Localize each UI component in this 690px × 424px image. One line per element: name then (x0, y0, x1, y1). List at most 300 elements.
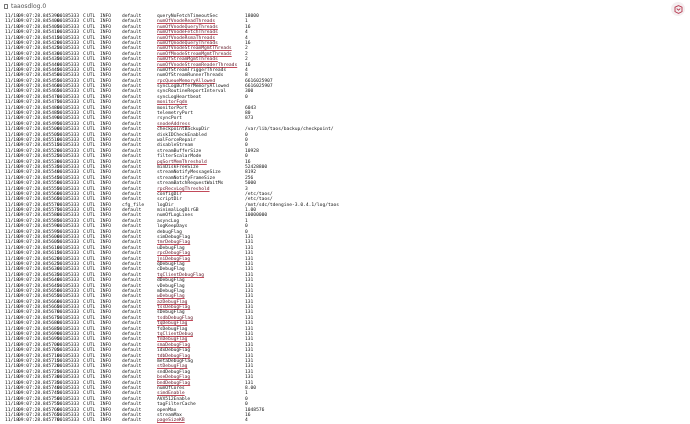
log-thread-id: 00185333 (57, 224, 80, 230)
log-scope: default (122, 24, 142, 30)
log-level-code: C (83, 116, 86, 122)
log-scope: default (122, 224, 142, 230)
log-date: 11/18 (5, 229, 19, 235)
log-level-code: C (83, 326, 86, 332)
config-value: 8 (245, 73, 248, 79)
log-level-code: C (83, 84, 86, 90)
config-value: 131 (245, 337, 254, 343)
log-scope: default (122, 418, 142, 424)
log-scope: default (122, 148, 142, 154)
config-value: 131 (245, 256, 254, 262)
log-date: 11/18 (5, 305, 19, 311)
config-value: 131 (245, 380, 254, 386)
config-key: numOfVnodeFetchThreads (157, 30, 218, 36)
config-value: 5000 (245, 181, 257, 187)
log-date: 11/18 (5, 51, 19, 57)
log-level-code: C (83, 24, 86, 30)
log-time: 09:07:28.845740 (18, 385, 60, 391)
log-scope: default (122, 272, 142, 278)
log-module: UTL (87, 191, 96, 197)
config-key: idxDebugFlag (157, 348, 191, 354)
log-time: 09:07:28.845760 (18, 407, 60, 413)
log-thread-id: 00185333 (57, 164, 80, 170)
log-date: 11/18 (5, 278, 19, 284)
config-value: 131 (245, 245, 254, 251)
config-value: 131 (245, 348, 254, 354)
log-scope: default (122, 321, 142, 327)
config-key: bseDebugFlag (157, 375, 191, 381)
log-level-code: C (83, 310, 86, 316)
log-time: 09:07:28.845590 (18, 224, 60, 230)
log-date: 11/18 (5, 46, 19, 52)
config-key: jniDebugFlag (157, 256, 191, 262)
log-module: UTL (87, 62, 96, 68)
log-thread-id: 00185333 (57, 191, 80, 197)
log-date: 11/18 (5, 261, 19, 267)
config-value: 6616025907 (245, 84, 273, 90)
log-level-code: C (83, 127, 86, 133)
log-scope: default (122, 256, 142, 262)
config-value: 0 (245, 154, 248, 160)
log-level-code: C (83, 89, 86, 95)
log-time: 09:07:28.845675 (18, 315, 60, 321)
log-module: UTL (87, 375, 96, 381)
config-key: configDir (157, 191, 182, 197)
log-thread-id: 00185333 (57, 256, 80, 262)
config-key: disableStream (157, 143, 193, 149)
config-key: numOfQnodeQueryThreads (157, 40, 218, 46)
log-date: 11/18 (5, 396, 19, 402)
config-key: numOfVnodeStreamReaderThreads (157, 62, 238, 68)
log-level-code: C (83, 240, 86, 246)
log-level-code: C (83, 256, 86, 262)
log-level-code: C (83, 62, 86, 68)
log-date: 11/18 (5, 299, 19, 305)
log-severity: INFO (100, 348, 112, 354)
config-value: 2 (245, 57, 248, 63)
log-scope: default (122, 208, 142, 214)
log-scope: default (122, 186, 142, 192)
config-value: 131 (245, 342, 254, 348)
log-date: 11/18 (5, 251, 19, 257)
log-time: 09:07:28.845720 (18, 364, 60, 370)
log-scope: default (122, 332, 142, 338)
log-module: UTL (87, 111, 96, 117)
config-value: 2 (245, 46, 248, 52)
config-value: 10928 (245, 148, 259, 154)
log-severity: INFO (100, 175, 112, 181)
config-key: rsyncPort (157, 116, 182, 122)
log-level-code: C (83, 359, 86, 364)
config-key: pageSizeKB (157, 418, 185, 424)
log-scope: default (122, 111, 142, 117)
log-module: UTL (87, 132, 96, 138)
log-thread-id: 00185333 (57, 62, 80, 68)
log-level-code: C (83, 46, 86, 52)
log-level-code: C (83, 272, 86, 278)
log-level-code: C (83, 191, 86, 197)
log-thread-id: 00185333 (57, 40, 80, 46)
log-level-code: C (83, 170, 86, 176)
log-module: UTL (87, 14, 96, 19)
log-level-code: C (83, 364, 86, 370)
log-severity: INFO (100, 332, 112, 338)
log-severity: INFO (100, 256, 112, 262)
log-module: UTL (87, 315, 96, 321)
config-key: tqClientDebug (157, 332, 193, 338)
log-severity: INFO (100, 369, 112, 375)
log-time: 09:07:28.845455 (18, 78, 60, 84)
log-module: UTL (87, 89, 96, 95)
log-scope: default (122, 402, 142, 408)
log-level-code: C (83, 267, 86, 273)
log-date: 11/18 (5, 116, 19, 122)
log-scope: default (122, 100, 142, 106)
log-scope: cfg_file (122, 202, 145, 208)
log-level-code: C (83, 332, 86, 338)
config-value: 131 (245, 294, 254, 300)
log-thread-id: 00185333 (57, 412, 80, 418)
log-thread-id: 00185333 (57, 326, 80, 332)
config-value: 0 (245, 229, 248, 235)
log-scope: default (122, 385, 142, 391)
log-time: 09:07:28.845510 (18, 137, 60, 143)
log-module: UTL (87, 267, 96, 273)
log-module: UTL (87, 342, 96, 348)
log-time: 09:07:28.845755 (18, 402, 60, 408)
config-key: metaDebugFlag (157, 359, 193, 364)
log-scope: default (122, 73, 142, 79)
config-value: 131 (245, 288, 254, 294)
log-date: 11/18 (5, 186, 19, 192)
config-value: 4 (245, 35, 248, 41)
log-module: UTL (87, 294, 96, 300)
log-module: UTL (87, 240, 96, 246)
config-value: 8.00 (245, 385, 257, 391)
log-severity: INFO (100, 229, 112, 235)
log-module: UTL (87, 181, 96, 187)
config-value: 873 (245, 116, 254, 122)
log-scope: default (122, 67, 142, 73)
log-date: 11/18 (5, 121, 19, 127)
log-scope: default (122, 229, 142, 235)
log-severity: INFO (100, 224, 112, 230)
log-level-code: C (83, 278, 86, 284)
log-scope: default (122, 105, 142, 111)
log-date: 11/18 (5, 94, 19, 100)
config-key: numOfVnodeReadThreads (157, 19, 216, 25)
log-level-code: C (83, 342, 86, 348)
log-level-code: C (83, 385, 86, 391)
log-scope: default (122, 294, 142, 300)
config-key: numOfMnodeStreamMgmtThreads (157, 51, 232, 57)
log-time: 09:07:28.845600 (18, 235, 60, 241)
log-scope: default (122, 51, 142, 57)
log-module: UTL (87, 67, 96, 73)
log-date: 11/18 (5, 294, 19, 300)
config-value: 131 (245, 364, 254, 370)
config-key: qDebugFlag (157, 261, 185, 267)
config-key: tssDebugFlag (157, 305, 191, 311)
log-date: 11/18 (5, 181, 19, 187)
log-thread-id: 00185333 (57, 380, 80, 386)
log-scope: default (122, 251, 142, 257)
log-severity: INFO (100, 73, 112, 79)
log-scope: default (122, 305, 142, 311)
log-module: UTL (87, 51, 96, 57)
log-date: 11/18 (5, 235, 19, 241)
config-key: filterScalarMode (157, 154, 202, 160)
config-key: stDebugFlag (157, 364, 188, 370)
log-date: 11/18 (5, 407, 19, 413)
log-scope: default (122, 396, 142, 402)
log-date: 11/18 (5, 191, 19, 197)
log-scope: default (122, 154, 142, 160)
log-severity: INFO (100, 240, 112, 246)
log-severity: INFO (100, 170, 112, 176)
log-module: UTL (87, 278, 96, 284)
log-level-code: C (83, 51, 86, 57)
log-date: 11/18 (5, 132, 19, 138)
log-severity: INFO (100, 154, 112, 160)
log-module: UTL (87, 197, 96, 203)
log-scope: default (122, 46, 142, 52)
config-value: 131 (245, 261, 254, 267)
log-module: UTL (87, 229, 96, 235)
config-value: 131 (245, 369, 254, 375)
config-value: 16 (245, 40, 251, 46)
log-date: 11/18 (5, 24, 19, 30)
log-time: 09:07:28.845460 (18, 84, 60, 90)
log-module: UTL (87, 57, 96, 63)
log-module: UTL (87, 310, 96, 316)
log-thread-id: 00185333 (57, 202, 80, 208)
config-value: 131 (245, 326, 254, 332)
config-key: simDebugFlag (157, 235, 191, 241)
config-key: minDiskFreeSize (157, 164, 199, 170)
config-key: sDebugFlag (157, 310, 185, 316)
log-thread-id: 00185333 (57, 73, 80, 79)
log-severity: INFO (100, 105, 112, 111)
log-thread-id: 00185333 (57, 30, 80, 36)
log-level-code: C (83, 235, 86, 241)
log-scope: default (122, 326, 142, 332)
log-scope: default (122, 132, 142, 138)
config-value: 16 (245, 62, 251, 68)
log-severity: INFO (100, 121, 112, 127)
log-scope: default (122, 121, 142, 127)
log-level-code: C (83, 111, 86, 117)
log-thread-id: 00185333 (57, 105, 80, 111)
log-module: UTL (87, 73, 96, 79)
config-key: cDebugFlag (157, 267, 185, 273)
log-thread-id: 00185333 (57, 375, 80, 381)
log-date: 11/18 (5, 283, 19, 289)
log-time: 09:07:28.845660 (18, 299, 60, 305)
log-module: UTL (87, 116, 96, 122)
log-time: 09:07:28.845400 (18, 19, 60, 25)
log-level-code: C (83, 402, 86, 408)
config-value: 131 (245, 353, 254, 359)
log-scope: default (122, 310, 142, 316)
log-date: 11/18 (5, 62, 19, 68)
log-time: 09:07:28.845465 (18, 89, 60, 95)
log-date: 11/18 (5, 412, 19, 418)
log-time: 09:07:28.845435 (18, 57, 60, 63)
log-time: 09:07:28.845655 (18, 294, 60, 300)
log-module: UTL (87, 283, 96, 289)
log-severity: INFO (100, 261, 112, 267)
log-level-code: C (83, 224, 86, 230)
log-thread-id: 00185333 (57, 19, 80, 25)
log-date: 11/18 (5, 73, 19, 79)
log-level-code: C (83, 148, 86, 154)
log-time: 09:07:28.845585 (18, 218, 60, 224)
log-level-code: C (83, 299, 86, 305)
log-time: 09:07:28.845535 (18, 164, 60, 170)
log-date: 11/18 (5, 272, 19, 278)
log-severity: INFO (100, 407, 112, 413)
log-severity: INFO (100, 143, 112, 149)
log-thread-id: 00185333 (57, 89, 80, 95)
log-module: UTL (87, 159, 96, 165)
log-time: 09:07:28.845615 (18, 251, 60, 257)
log-date: 11/18 (5, 202, 19, 208)
config-key: streamBufferSize (157, 148, 202, 154)
log-thread-id: 00185333 (57, 159, 80, 165)
log-time: 09:07:28.845645 (18, 283, 60, 289)
log-module: UTL (87, 235, 96, 241)
log-thread-id: 00185333 (57, 229, 80, 235)
log-time: 09:07:28.845635 (18, 272, 60, 278)
log-module: UTL (87, 154, 96, 160)
config-value: 1 (245, 218, 248, 224)
log-level-code: C (83, 412, 86, 418)
log-module: UTL (87, 402, 96, 408)
log-level-code: C (83, 261, 86, 267)
log-date: 11/18 (5, 197, 19, 203)
log-module: UTL (87, 261, 96, 267)
config-value: 4 (245, 67, 248, 73)
log-module: UTL (87, 30, 96, 36)
log-time: 09:07:28.845525 (18, 154, 60, 160)
log-scope: default (122, 78, 142, 84)
log-content[interactable] (5, 14, 685, 424)
log-scope: default (122, 89, 142, 95)
log-severity: INFO (100, 116, 112, 122)
app-logo-icon-graphic (674, 5, 683, 14)
log-severity: INFO (100, 418, 112, 424)
log-level-code: C (83, 100, 86, 106)
log-date: 11/18 (5, 402, 19, 408)
log-scope: default (122, 240, 142, 246)
log-thread-id: 00185333 (57, 235, 80, 241)
config-key: sndDebugFlag (157, 369, 191, 375)
log-scope: default (122, 30, 142, 36)
log-thread-id: 00185333 (57, 51, 80, 57)
log-date: 11/18 (5, 332, 19, 338)
config-key: syncLogBufferMemoryAllowed (157, 84, 229, 90)
log-module: UTL (87, 305, 96, 311)
log-severity: INFO (100, 310, 112, 316)
log-time: 09:07:28.845745 (18, 391, 60, 397)
config-key: streamNotifyFrameSize (157, 175, 216, 181)
config-value: 131 (245, 272, 254, 278)
log-module: UTL (87, 380, 96, 386)
log-severity: INFO (100, 337, 112, 343)
log-time: 09:07:28.845430 (18, 51, 60, 57)
log-thread-id: 00185333 (57, 197, 80, 203)
log-date: 11/18 (5, 348, 19, 354)
log-level-code: C (83, 67, 86, 73)
log-severity: INFO (100, 359, 112, 364)
log-date: 11/18 (5, 353, 19, 359)
log-time: 09:07:28.845630 (18, 267, 60, 273)
log-severity: INFO (100, 100, 112, 106)
config-key: tqDebugFlag (157, 321, 188, 327)
log-module: UTL (87, 369, 96, 375)
config-key: openMax (157, 407, 177, 413)
log-module: UTL (87, 127, 96, 133)
log-thread-id: 00185333 (57, 261, 80, 267)
log-time: 09:07:28.845650 (18, 288, 60, 294)
log-thread-id: 00185333 (57, 251, 80, 257)
config-key: scriptDir (157, 197, 182, 203)
log-time: 09:07:28.845565 (18, 197, 60, 203)
log-time: 09:07:28.845440 (18, 62, 60, 68)
log-scope: default (122, 283, 142, 289)
log-thread-id: 00185333 (57, 14, 80, 19)
log-time: 09:07:28.845640 (18, 278, 60, 284)
log-time: 09:07:28.845425 (18, 46, 60, 52)
log-scope: default (122, 116, 142, 122)
log-date: 11/18 (5, 218, 19, 224)
log-date: 11/18 (5, 159, 19, 165)
log-module: UTL (87, 170, 96, 176)
config-value: 131 (245, 305, 254, 311)
log-scope: default (122, 84, 142, 90)
log-level-code: C (83, 305, 86, 311)
log-thread-id: 00185333 (57, 35, 80, 41)
log-time: 09:07:28.845550 (18, 181, 60, 187)
log-scope: default (122, 213, 142, 219)
config-value: 80 (245, 111, 251, 117)
log-module: UTL (87, 24, 96, 30)
log-severity: INFO (100, 111, 112, 117)
log-severity: INFO (100, 412, 112, 418)
config-value: 0 (245, 132, 248, 138)
log-severity: INFO (100, 375, 112, 381)
log-severity: INFO (100, 288, 112, 294)
config-value: 0 (245, 143, 248, 149)
log-thread-id: 00185333 (57, 337, 80, 343)
config-value: 0 (245, 94, 248, 100)
config-key: logDir (157, 202, 174, 208)
log-thread-id: 00185333 (57, 288, 80, 294)
config-value: 131 (245, 299, 254, 305)
log-time: 09:07:28.845575 (18, 208, 60, 214)
config-key: snodeAddress (157, 121, 191, 127)
log-time: 09:07:28.845515 (18, 143, 60, 149)
log-level-code: C (83, 315, 86, 321)
config-value: 16 (245, 412, 251, 418)
config-key: numOfVnodeStreamMgmtThreads (157, 46, 232, 52)
log-severity: INFO (100, 40, 112, 46)
log-level-code: C (83, 391, 86, 397)
log-module: UTL (87, 224, 96, 230)
log-thread-id: 00185333 (57, 67, 80, 73)
log-module: UTL (87, 84, 96, 90)
